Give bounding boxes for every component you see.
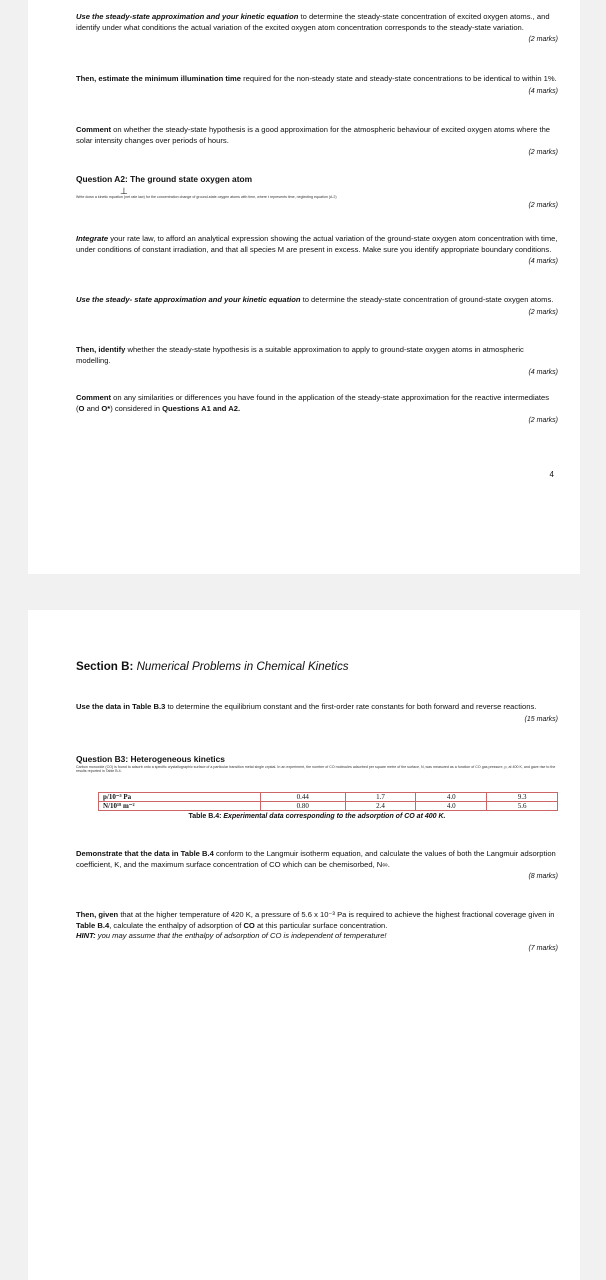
question-refs: Questions A1 and A2.	[162, 403, 241, 413]
species-co: CO	[243, 920, 255, 930]
table-cell: 1.7	[345, 793, 416, 802]
lead-text: Integrate	[76, 234, 109, 243]
table-cell: 0.80	[260, 802, 345, 811]
lead-text: Comment	[76, 125, 112, 134]
table-ref: Table B.3	[130, 702, 166, 711]
table-ref: Table B.4	[76, 920, 110, 930]
section-title	[76, 660, 349, 673]
body-text: at this particular surface concentration.	[254, 920, 388, 930]
lead-text: Comment	[76, 393, 112, 402]
body-text: whether the steady-state hypothesis is a suitable approximation to apply to ground-state oxygen atoms in atmospheric modelling.	[76, 345, 524, 365]
hint-label: HINT:	[76, 931, 96, 941]
body-text: to determine the equilibrium constant and the first-order rate constants for both forward and reverse reactions.	[165, 702, 537, 711]
equation-placeholder-icon: ⊥	[120, 185, 128, 196]
question-b3	[76, 754, 558, 774]
row-label: N/10¹⁸ m⁻²	[99, 802, 261, 811]
lead-text: Use the steady-state approximation and your kinetic equation	[76, 12, 299, 21]
marks-label: (4 marks)	[528, 258, 558, 266]
page-1	[28, 0, 580, 574]
paragraph-use-data	[76, 702, 558, 725]
table-cell: 9.3	[487, 793, 558, 802]
body-text: ) considered in	[110, 403, 163, 413]
marks-label: (8 marks)	[528, 873, 558, 881]
body-text: your rate law, to afford an analytical expression showing the actual variation of the ground-state oxygen atom concentration with time, under conditions of constant irradiation, and that all species M are present in excess. Make sure you identify appropriate boundary conditions.	[76, 234, 558, 254]
marks-label: (2 marks)	[528, 149, 558, 157]
body-text: required for the non-steady state and steady-state concentrations to be identical to within 1%.	[240, 74, 557, 83]
lead-text: Then, estimate the minimum illumination time	[76, 74, 241, 83]
table-cell: 2.4	[345, 802, 416, 811]
caption-label: Table B.4:	[188, 813, 222, 820]
lead-text: Then, identify	[76, 345, 126, 354]
table-cell: 5.6	[487, 802, 558, 811]
question-intro: Carbon monoxide (CO) is found to adsorb onto a specific crystallographic surface of a particular transition metal single crystal. In an experiment, the number of CO molecules adsorbed per square metre of the surface, N, was measured as a function of CO gas pressure, p, at 400 K, and gave rise to the results reported in Table B.4.	[76, 764, 556, 774]
species-o-star: O*	[101, 403, 111, 413]
paragraph-identify	[76, 345, 558, 379]
body-text: , calculate the enthalpy of adsorption of	[109, 920, 244, 930]
body-text: on whether the steady-state hypothesis is a good approximation for the atmospheric behaviour of excited oxygen atoms where the solar intensity changes over periods of hours.	[76, 125, 551, 145]
table-caption	[76, 812, 558, 823]
paragraph-then-given	[76, 910, 558, 954]
table-cell: 4.0	[416, 802, 487, 811]
row-label: p/10⁻³ Pa	[99, 793, 261, 802]
marks-label: (2 marks)	[528, 202, 558, 210]
marks-label: (2 marks)	[528, 36, 558, 44]
marks-label: (15 marks)	[524, 715, 558, 723]
question-a2	[76, 174, 558, 212]
table-cell: 0.44	[260, 793, 345, 802]
paragraph-demonstrate	[76, 849, 558, 883]
table-row	[99, 802, 558, 811]
section-name: Numerical Problems in Chemical Kinetics	[136, 660, 349, 673]
question-instruction: Write down a kinetic equation (net rate law) for the concentration change of ground-state oxygen atoms with time, where t represents time, neglecting equation (A.2)	[76, 194, 337, 199]
paragraph-steady-state-ground	[76, 295, 558, 318]
hint-line	[76, 931, 558, 942]
caption-text: Experimental data corresponding to the adsorption of CO at 400 K.	[221, 813, 446, 820]
conjunction: and	[84, 403, 102, 413]
page-number: 4	[549, 470, 554, 479]
marks-label: (7 marks)	[528, 944, 558, 952]
marks-label: (4 marks)	[528, 87, 558, 95]
paragraph-illumination-time	[76, 74, 558, 97]
page-2	[28, 610, 580, 1280]
marks-label: (2 marks)	[528, 308, 558, 316]
hint-text: you may assume that the enthalpy of adsorption of CO is independent of temperature!	[95, 931, 387, 941]
question-title: Question B3: Heterogeneous kinetics	[76, 754, 225, 764]
table-ref: Table B.4	[178, 849, 214, 858]
body-text: to determine the steady-state concentration of ground-state oxygen atoms.	[300, 295, 554, 304]
paragraph-integrate	[76, 234, 558, 268]
data-table-block	[76, 792, 558, 823]
species-o: O	[78, 403, 85, 413]
body-text: on any similarities or differences you have found in the application of the steady-state approximation for the reactive intermediates (	[76, 393, 550, 413]
lead-text: Then, given	[76, 910, 119, 919]
lead-text: Demonstrate that the data in	[76, 849, 179, 858]
marks-label: (4 marks)	[528, 369, 558, 377]
question-title: Question A2: The ground state oxygen atom	[76, 174, 253, 184]
marks-label: (2 marks)	[528, 417, 558, 425]
table-row	[99, 793, 558, 802]
table-cell: 4.0	[416, 793, 487, 802]
data-table	[98, 792, 558, 811]
paragraph-comment-excited	[76, 125, 558, 159]
lead-text: Use the data in	[76, 702, 131, 711]
paragraph-steady-state-excited	[76, 12, 558, 46]
paragraph-comment-similarities	[76, 393, 558, 427]
body-text: conform to the Langmuir isotherm equation, and calculate the values of both the Langmuir adsorption coefficient, K, and the maximum surface concentration of CO which can be chemisorbed, N∞.	[76, 849, 556, 869]
body-text: to determine the steady-state concentration of excited oxygen atoms., and identify under what conditions the actual variation of the excited oxygen atom concentration corresponds to the steady-state variation.	[76, 12, 550, 32]
lead-text: Use the steady- state approximation and your kinetic equation	[76, 295, 301, 304]
section-prefix: Section B:	[76, 660, 137, 673]
body-text: that at the higher temperature of 420 K, a pressure of 5.6 x 10⁻³ Pa is required to achieve the highest fractional coverage given in	[118, 910, 555, 919]
